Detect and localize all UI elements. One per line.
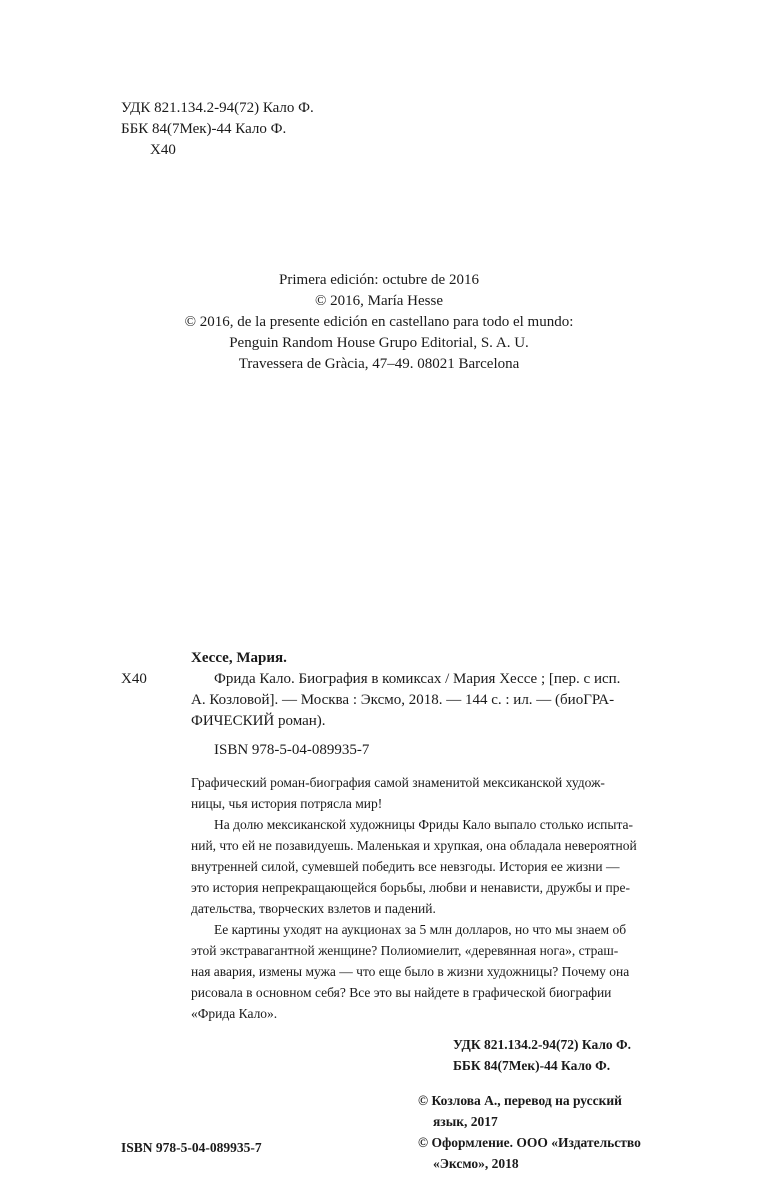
imprint-line: © 2016, María Hesse <box>314 293 444 309</box>
copyright-line: © Козлова А., перевод на русский <box>418 1093 622 1108</box>
copyright-line: «Эксмо», 2018 <box>433 1156 519 1171</box>
copyright-line: язык, 2017 <box>433 1114 498 1129</box>
catalog-description-line: ФИЧЕСКИЙ роман). <box>191 713 326 729</box>
annotation-line: ная авария, измены мужа — что еще было в жизни художницы? Почему она <box>191 964 630 979</box>
catalog-isbn: ISBN 978-5-04-089935-7 <box>214 742 370 758</box>
imprint-line: Travessera de Gràcia, 47–49. 08021 Barcelona <box>238 356 520 372</box>
annotation-line: «Фрида Кало». <box>191 1006 278 1021</box>
annotation-line: ний, что ей не позавидуешь. Маленькая и хрупкая, она обладала невероятной <box>191 838 637 853</box>
annotation-line: внутренней силой, сумевшей победить все невзгоды. История ее жизни — <box>191 859 620 874</box>
annotation-line: рисовала в основном себя? Все это вы найдете в графической биографии <box>191 985 612 1000</box>
annotation-line: ницы, чья история потрясла мир! <box>191 796 383 811</box>
annotation-line: это история непрекращающейся борьбы, любви и ненависти, дружбы и пре- <box>191 880 630 895</box>
udk-code-bold: УДК 821.134.2-94(72) Кало Ф. <box>453 1037 632 1052</box>
author-code: Х40 <box>150 142 176 158</box>
annotation-line: дательства, творческих взлетов и падений. <box>191 901 436 916</box>
catalog-author: Хессе, Мария. <box>191 650 287 666</box>
annotation-line: этой экстравагантной женщине? Полиомиелит, «деревянная нога», страш- <box>191 943 619 958</box>
annotation-line: Ее картины уходят на аукционах за 5 млн долларов, но что мы знаем об <box>214 922 627 937</box>
bbk-code-bold: ББК 84(7Мек)-44 Кало Ф. <box>453 1058 611 1073</box>
catalog-description-line: А. Козловой]. — Москва : Эксмо, 2018. — 144 с. : ил. — (биоГРА- <box>191 692 615 708</box>
annotation-line: Графический роман-биография самой знаменитой мексиканской худож- <box>191 775 605 790</box>
catalog-description-line: Фрида Кало. Биография в комиксах / Мария Хессе ; [пер. с исп. <box>214 671 621 687</box>
imprint-line: Primera edición: octubre de 2016 <box>279 272 479 288</box>
imprint-line: Penguin Random House Grupo Editorial, S. A. U. <box>229 335 529 351</box>
isbn-bottom: ISBN 978-5-04-089935-7 <box>121 1140 262 1155</box>
imprint-line: © 2016, de la presente edición en castellano para todo el mundo: <box>184 314 574 330</box>
bbk-code: ББК 84(7Мек)-44 Кало Ф. <box>121 121 287 137</box>
copyright-line: © Оформление. ООО «Издательство <box>418 1135 641 1150</box>
udk-code: УДК 821.134.2-94(72) Кало Ф. <box>121 100 314 116</box>
annotation-line: На долю мексиканской художницы Фриды Кало выпало столько испыта- <box>214 817 634 832</box>
catalog-code: Х40 <box>121 671 147 687</box>
